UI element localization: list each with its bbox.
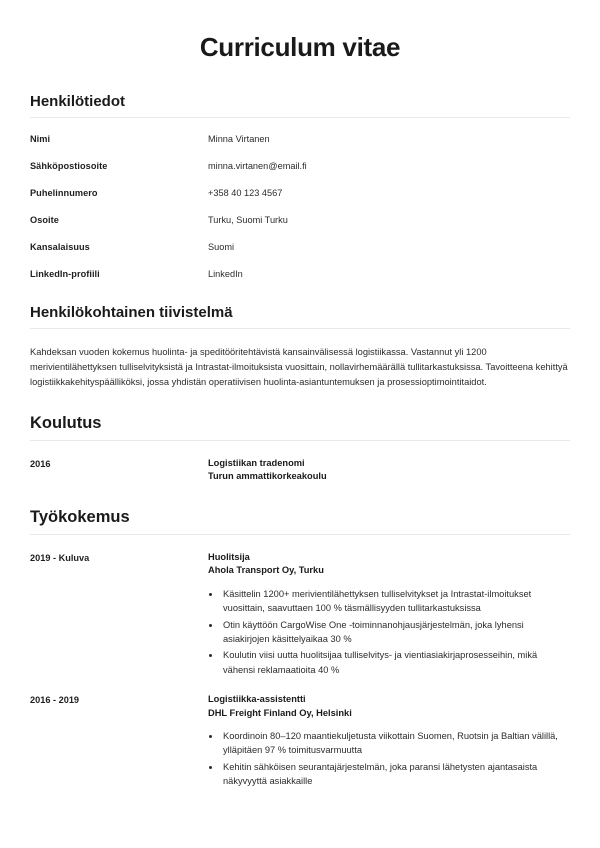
- info-label: Nimi: [30, 133, 51, 144]
- info-row: [30, 215, 570, 226]
- experience-details: [208, 693, 570, 789]
- list-item: • Käsittelin 1200+ merivientilähettyksen tulliselvitykset ja Intrastat-ilmoitukset vuosittain, saavuttaen 100 % täsmällisyyden tullitarkastuksissa: [221, 587, 570, 616]
- experience-achievements: [208, 729, 570, 789]
- section-divider: [30, 117, 570, 118]
- section-heading-summary: Henkilökohtainen tiivistelmä: [30, 304, 233, 322]
- list-item: • Otin käyttöön CargoWise One -toiminnanohjausjärjestelmän, joka lyhensi asiakirjojen käsittelyaikaa 30 %: [221, 618, 570, 647]
- list-item: • Koulutin viisi uutta huolitsijaa tulliselvitys- ja vientiasiakirjaprosesseihin, mikä vähensi reklamaatioita 40 %: [221, 648, 570, 677]
- spacer: [30, 390, 570, 414]
- experience-role: Logistiikka-assistentti: [208, 694, 306, 705]
- experience-entry: [30, 551, 570, 677]
- spacer: [30, 484, 570, 508]
- section-experience: [30, 508, 570, 789]
- info-value: Turku, Suomi Turku: [208, 214, 288, 225]
- experience-role: Huolitsija: [208, 551, 250, 562]
- experience-details: [208, 551, 570, 677]
- section-heading-personal-info: Henkilötiedot: [30, 92, 126, 110]
- section-heading-experience: Työkokemus: [30, 507, 130, 526]
- info-value: minna.virtanen@email.fi: [208, 160, 307, 171]
- info-row: [30, 188, 570, 199]
- section-personal-info: [30, 93, 570, 280]
- experience-company: DHL Freight Finland Oy, Helsinki: [208, 707, 352, 718]
- info-label: Puhelinnumero: [30, 187, 98, 198]
- section-heading-education: Koulutus: [30, 414, 102, 433]
- experience-entry: [30, 693, 570, 789]
- education-entry: [30, 457, 570, 484]
- info-label: LinkedIn-profiili: [30, 269, 100, 280]
- info-label: Osoite: [30, 214, 59, 225]
- info-row: [30, 242, 570, 253]
- info-value: Suomi: [208, 242, 235, 253]
- info-row: [30, 134, 570, 145]
- summary-text: Kahdeksan vuoden kokemus huolinta- ja speditööritehtävistä kansainvälisessä logistiikassa. Vastannut yli 1200 merivientilähettyksen tulliselvityksistä ja Intrastat-ilmoituksista vuosittain, nollavirhemäärällä tullitarkastuksissa. Tavoitteena kehittyä logistiikkakehityspäälliköksi, jossa yhdistän operatiivisen huolinta-asiantuntemuksen ja prosessioptimointitaidot.: [30, 347, 568, 388]
- info-value: +358 40 123 4567: [208, 187, 283, 198]
- personal-info-list: [30, 134, 570, 280]
- spacer: [30, 280, 570, 304]
- info-row: [30, 269, 570, 280]
- experience-company: Ahola Transport Oy, Turku: [208, 565, 324, 576]
- list-item: • Koordinoin 80–120 maantiekuljetusta viikottain Suomen, Ruotsin ja Baltian välillä, ylläpitäen 97 % toimitusvarmuutta: [221, 729, 570, 758]
- section-divider: [30, 534, 570, 535]
- education-period: 2016: [30, 459, 51, 470]
- education-school: Turun ammattikorkeakoulu: [208, 471, 327, 482]
- page-title: Curriculum vitae: [199, 32, 401, 62]
- section-education: [30, 414, 570, 484]
- section-summary: [30, 304, 570, 390]
- education-degree: Logistiikan tradenomi: [208, 458, 305, 469]
- experience-period: 2019 - Kuluva: [30, 552, 90, 563]
- info-value-linkedin[interactable]: LinkedIn: [208, 269, 243, 280]
- info-value: Minna Virtanen: [208, 133, 270, 144]
- section-divider: [30, 328, 570, 329]
- experience-period: 2016 - 2019: [30, 695, 80, 706]
- info-label: Kansalaisuus: [30, 242, 90, 253]
- info-row: [30, 161, 570, 172]
- education-details: [208, 457, 570, 484]
- section-divider: [30, 440, 570, 441]
- list-item: • Kehitin sähköisen seurantajärjestelmän, joka paransi lähetysten ajantasaista näkyvyyttä asiakkaille: [221, 760, 570, 789]
- experience-achievements: [208, 587, 570, 677]
- info-label: Sähköpostiosoite: [30, 160, 108, 171]
- spacer: [30, 63, 570, 93]
